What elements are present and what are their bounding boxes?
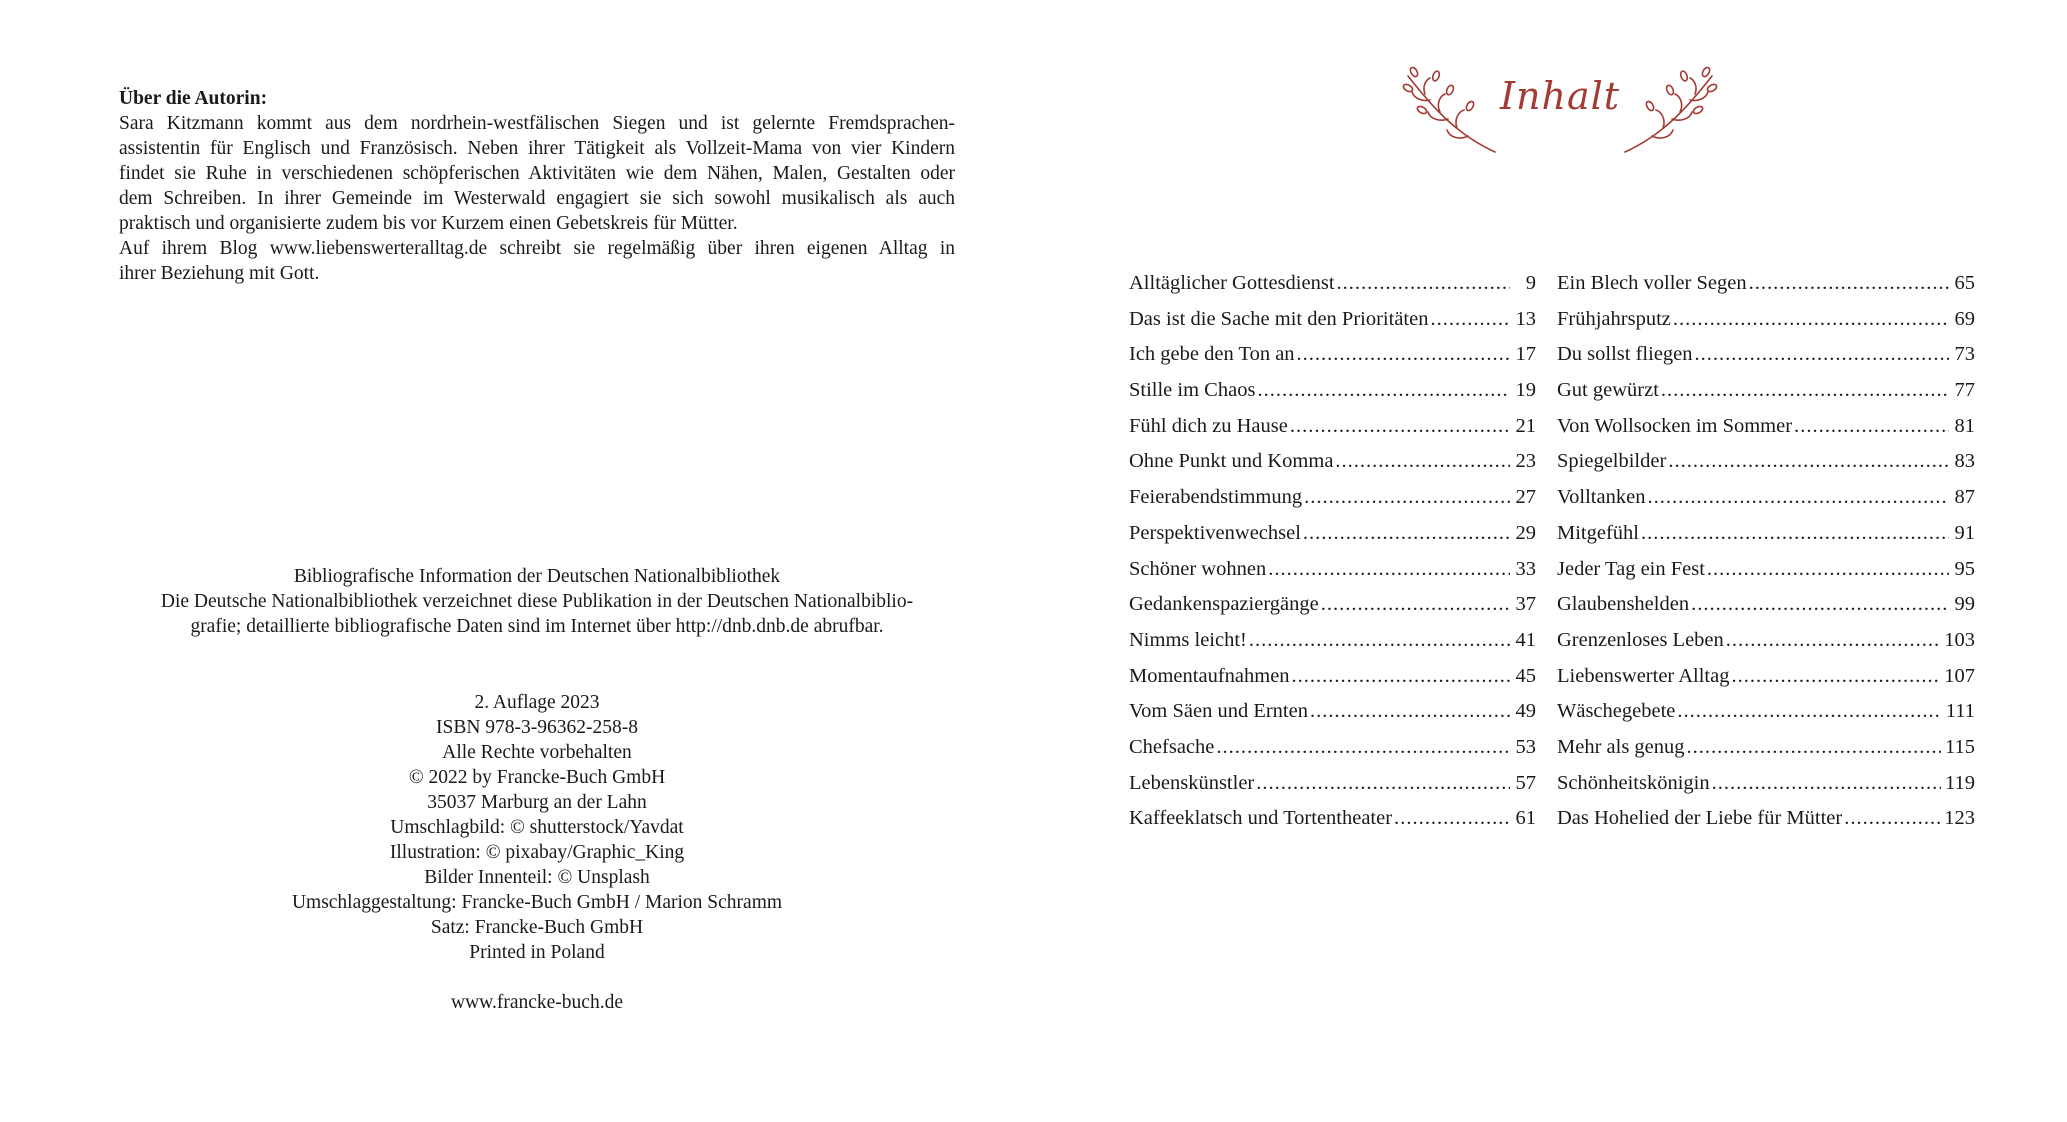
toc-entry (1129, 593, 1536, 629)
toc-entry-title: Jeder Tag ein Fest (1557, 557, 1705, 580)
toc-entry-leader (1647, 486, 1949, 509)
imprint-printed: Printed in Poland (469, 942, 605, 963)
toc-entry-title: Lebenskünstler (1129, 771, 1255, 794)
toc-entry-page: 99 (1954, 593, 1975, 616)
toc-entry-title: Chefsache (1129, 735, 1215, 758)
toc-entry-title: Frühjahrsputz (1557, 307, 1671, 330)
toc-entry-title: Glaubenshelden (1557, 593, 1690, 616)
toc-entry-page: 83 (1954, 450, 1975, 473)
imprint-cover-image: Umschlagbild: © shutterstock/Yavdat (390, 817, 684, 838)
toc-entry-page: 49 (1515, 700, 1536, 723)
toc-entry-page: 37 (1515, 593, 1536, 616)
toc-entry-leader (1430, 308, 1510, 331)
toc-entry-page: 13 (1515, 307, 1536, 330)
toc-entry-page: 57 (1515, 771, 1536, 794)
toc-entry-leader (1677, 700, 1941, 723)
toc-entry-page: 115 (1945, 735, 1975, 758)
toc-entry-leader (1290, 415, 1510, 438)
toc-entry-title: Das ist die Sache mit den Prioritäten (1129, 307, 1429, 330)
toc-entry-title: Momentaufnahmen (1129, 664, 1290, 687)
toc-entry (1129, 736, 1536, 772)
toc-entry-leader (1726, 629, 1940, 652)
toc-entry-title: Schönheitskönigin (1557, 771, 1710, 794)
toc-entry-title: Du sollst fliegen (1557, 343, 1693, 366)
toc-entry-page: 53 (1515, 735, 1536, 758)
toc-entry (1557, 807, 1975, 843)
bibliographic-line: Die Deutsche Nationalbibliothek verzeichnet diese Publikation in der Deutschen Nationalbiblio- (160, 591, 914, 612)
toc-entry (1129, 807, 1536, 843)
toc-entry (1557, 665, 1975, 701)
imprint-rights: Alle Rechte vorbehalten (442, 742, 632, 763)
toc-entry-leader (1641, 522, 1949, 545)
toc-entry-title: Wäschegebete (1557, 700, 1676, 723)
toc-entry-leader (1335, 450, 1510, 473)
toc-entry-page: 19 (1515, 379, 1536, 402)
toc-entry-title: Volltanken (1557, 486, 1646, 509)
toc-entry-page: 107 (1944, 664, 1975, 687)
toc-entry (1129, 415, 1536, 451)
toc-entry (1557, 272, 1975, 308)
toc-entry (1129, 379, 1536, 415)
toc-entry (1129, 772, 1536, 808)
publisher-website: www.francke-buch.de (451, 992, 623, 1013)
toc-entry (1557, 629, 1975, 665)
toc-entry-leader (1321, 593, 1510, 616)
toc-entry-page: 27 (1515, 486, 1536, 509)
toc-entry-title: Perspektivenwechsel (1129, 521, 1301, 544)
toc-entry (1129, 700, 1536, 736)
toc-entry (1557, 379, 1975, 415)
author-bio-line: praktisch und organisierte zudem bis vor Kurzem einen Gebetskreis für Mütter. (119, 213, 738, 234)
author-bio-line: Auf ihrem Blog www.liebenswerteralltag.de schreibt sie regelmäßig über ihren eigenen Alltag in (119, 238, 955, 259)
imprint (119, 690, 955, 1015)
author-bio-line: assistentin für Englisch und Französisch. Neben ihrer Tätigkeit als Vollzeit-Mama von vier Kindern (119, 138, 955, 159)
toc-entry-leader (1297, 343, 1510, 366)
toc-entry-title: Von Wollsocken im Sommer (1557, 414, 1793, 437)
toc-entry-page: 17 (1515, 343, 1536, 366)
toc-entry-title: Schöner wohnen (1129, 557, 1267, 580)
toc-entry-leader (1695, 343, 1949, 366)
toc-entry-title: Mehr als genug (1557, 735, 1685, 758)
author-bio (119, 86, 955, 286)
toc-entry (1129, 486, 1536, 522)
toc-entry-leader (1687, 736, 1941, 759)
imprint-cover-design: Umschlaggestaltung: Francke-Buch GmbH / Marion Schramm (291, 892, 783, 913)
bibliographic-line: grafie; detaillierte bibliografische Daten sind im Internet über http://dnb.dnb.de abrufbar. (190, 616, 884, 637)
toc-entry (1557, 415, 1975, 451)
toc-entry-title: Nimms leicht! (1129, 628, 1247, 651)
toc-entry-leader (1691, 593, 1949, 616)
toc-entry-title: Alltäglicher Gottesdienst (1129, 272, 1335, 294)
toc-entry-leader (1394, 807, 1510, 830)
toc-entry-leader (1304, 486, 1510, 509)
right-page (1034, 0, 2067, 1122)
toc-header (1400, 64, 1720, 160)
toc-entry-page: 61 (1515, 807, 1536, 830)
toc-entry-title: Gedankenspaziergänge (1129, 593, 1319, 616)
toc-entry-page: 103 (1944, 628, 1975, 651)
toc-entry-title: Ich gebe den Ton an (1129, 343, 1295, 366)
toc-entry-title: Kaffeeklatsch und Tortentheater (1129, 807, 1393, 830)
toc-entry-leader (1310, 700, 1510, 723)
imprint-copyright: © 2022 by Francke-Buch GmbH (408, 767, 666, 788)
toc-entry-leader (1668, 450, 1949, 473)
toc-entry-title: Mitgefühl (1557, 521, 1639, 544)
author-bio-line: findet sie Ruhe in verschiedenen schöpferischen Aktivitäten wie dem Nähen, Malen, Gestalten oder (119, 163, 955, 184)
toc-entry-page: 95 (1954, 557, 1975, 580)
toc-entry (1557, 343, 1975, 379)
toc-entry (1557, 308, 1975, 344)
bibliographic-info (119, 564, 955, 639)
toc-entry-leader (1712, 772, 1941, 795)
imprint-address: 35037 Marburg an der Lahn (427, 792, 647, 813)
toc-entry-title: Das Hohelied der Liebe für Mütter (1557, 807, 1843, 830)
toc-entry-page: 21 (1515, 414, 1536, 437)
imprint-illustration: Illustration: © pixabay/Graphic_King (389, 842, 685, 863)
toc-entry-page: 69 (1954, 307, 1975, 330)
author-bio-heading: Über die Autorin: (119, 88, 268, 109)
toc-entry-leader (1844, 807, 1940, 830)
toc-entry (1129, 522, 1536, 558)
toc-entry-page: 29 (1515, 521, 1536, 544)
toc-column-2 (1557, 272, 1975, 843)
toc-entry-title: Vom Säen und Ernten (1129, 700, 1308, 723)
toc-entry (1557, 486, 1975, 522)
toc-entry (1129, 450, 1536, 486)
toc-entry-title: Gut gewürzt (1557, 379, 1659, 402)
toc-entry (1129, 343, 1536, 379)
toc-entry-leader (1661, 379, 1949, 402)
toc-entry-page: 73 (1954, 343, 1975, 366)
toc-entry-title: Liebenswerter Alltag (1557, 664, 1730, 687)
toc-entry-leader (1707, 558, 1949, 581)
toc-entry-title: Fühl dich zu Hause (1129, 414, 1288, 437)
toc-entry-page: 119 (1945, 771, 1975, 794)
author-bio-line: dem Schreiben. In ihrer Gemeinde im Westerwald engagiert sie sich sowohl musikalisch als auch (119, 188, 955, 209)
toc-entry-leader (1673, 308, 1949, 331)
toc-entry (1557, 450, 1975, 486)
toc-entry (1129, 272, 1536, 308)
toc-entry (1129, 665, 1536, 701)
toc-entry-leader (1794, 415, 1949, 438)
imprint-isbn: ISBN 978-3-96362-258-8 (435, 717, 639, 738)
toc-entry (1557, 593, 1975, 629)
toc-entry-page: 81 (1954, 414, 1975, 437)
toc-entry-page: 45 (1515, 664, 1536, 687)
toc-entry-page: 77 (1954, 379, 1975, 402)
toc-entry-leader (1257, 379, 1510, 402)
toc-entry-leader (1249, 629, 1510, 652)
toc-entry-page: 33 (1515, 557, 1536, 580)
toc-entry-page: 65 (1954, 272, 1975, 294)
toc-entry-page: 87 (1954, 486, 1975, 509)
toc-entry (1557, 700, 1975, 736)
toc-entry-title: Grenzenloses Leben (1557, 628, 1724, 651)
toc-entry-page: 41 (1515, 628, 1536, 651)
toc-entry-leader (1749, 272, 1949, 295)
toc-entry (1129, 629, 1536, 665)
toc-entry (1557, 772, 1975, 808)
toc-entry-title: Ohne Punkt und Komma (1129, 450, 1334, 473)
toc-entry-leader (1731, 665, 1940, 688)
toc-entry-page: 123 (1944, 807, 1975, 830)
author-bio-line: Sara Kitzmann kommt aus dem nordrhein-westfälischen Siegen und ist gelernte Fremdsprachen- (119, 113, 955, 134)
imprint-inner-images: Bilder Innenteil: © Unsplash (424, 867, 650, 888)
toc-entry-leader (1268, 558, 1510, 581)
toc-entry (1129, 308, 1536, 344)
imprint-typesetting: Satz: Francke-Buch GmbH (430, 917, 644, 938)
toc-entry-page: 23 (1515, 450, 1536, 473)
toc-entry-title: Spiegelbilder (1557, 450, 1667, 473)
toc-entry-leader (1256, 772, 1510, 795)
toc-entry-leader (1216, 736, 1510, 759)
imprint-edition: 2. Auflage 2023 (474, 692, 600, 713)
toc-entry-leader (1337, 272, 1510, 295)
toc-entry-leader (1292, 665, 1510, 688)
bibliographic-line: Bibliografische Information der Deutschen Nationalbibliothek (293, 566, 781, 587)
toc-entry-title: Ein Blech voller Segen (1557, 272, 1747, 294)
toc-entry-page: 9 (1525, 272, 1536, 294)
toc-entry-page: 111 (1945, 700, 1975, 723)
toc-title: Inhalt (1500, 74, 1621, 118)
author-bio-line: ihrer Beziehung mit Gott. (119, 263, 320, 284)
toc-entry-title: Feierabendstimmung (1129, 486, 1303, 509)
toc-entry-page: 91 (1954, 521, 1975, 544)
toc-entry (1129, 558, 1536, 594)
toc-entry (1557, 522, 1975, 558)
toc-entry-title: Stille im Chaos (1129, 379, 1256, 402)
toc-entry-leader (1303, 522, 1510, 545)
toc-column-1 (1129, 272, 1536, 843)
toc-entry (1557, 558, 1975, 594)
toc-entry (1557, 736, 1975, 772)
